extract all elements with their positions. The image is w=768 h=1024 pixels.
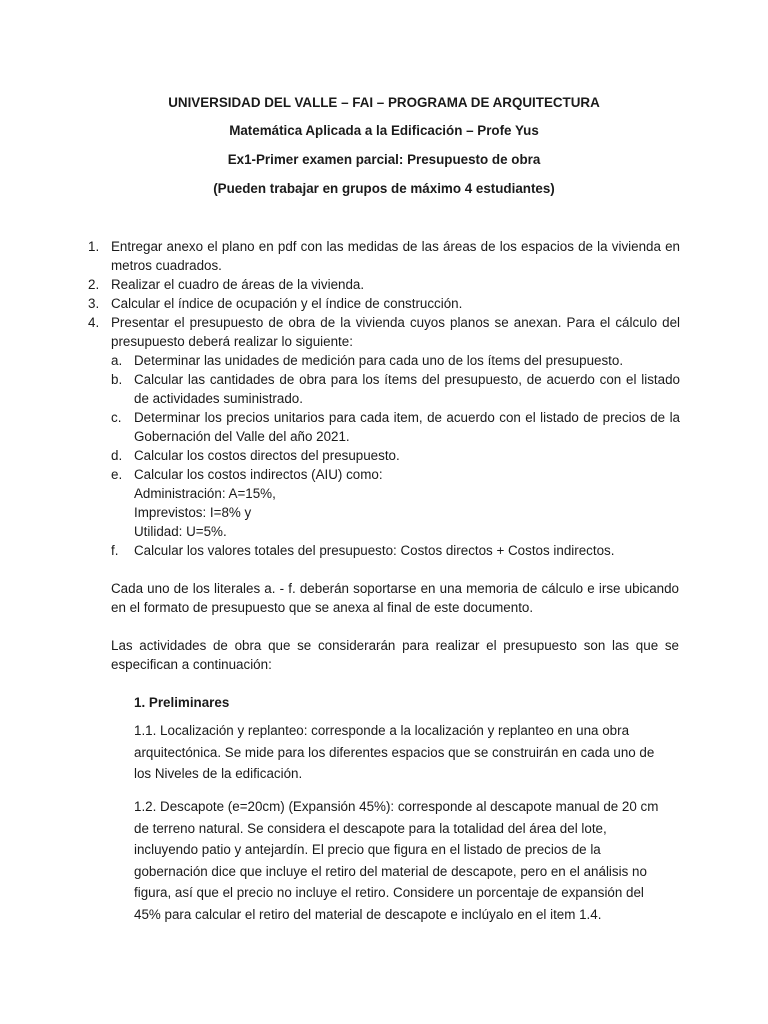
sub-list-letter: b. [111, 372, 123, 387]
sub-list-letter: f. [111, 543, 119, 558]
sub-list-text: Calcular los costos directos del presupuesto. [134, 448, 400, 463]
sub-list-text: Calcular los valores totales del presupuesto: Costos directos + Costos indirectos. [134, 543, 615, 558]
sub-list-letter: c. [111, 410, 122, 425]
list-number: 2. [88, 277, 100, 292]
aiu-admin: Administración: A=15%, [134, 486, 276, 501]
sub-list-item [111, 446, 680, 465]
sub-list-text: Calcular los costos indirectos (AIU) como: [134, 467, 383, 482]
list-item [88, 313, 680, 351]
list-text: Entregar anexo el plano en pdf con las medidas de las áreas de los espacios de la vivienda en metros cuadrados. [111, 239, 680, 273]
list-number: 4. [88, 315, 100, 330]
list-item [88, 294, 680, 313]
list-text: Presentar el presupuesto de obra de la vivienda cuyos planos se anexan. Para el cálculo del presupuesto deberá realizar lo siguiente: [111, 315, 680, 349]
sub-list-item [111, 465, 680, 484]
course-heading: Matemática Aplicada a la Edificación – Profe Yus [229, 123, 539, 138]
task-list [88, 237, 680, 560]
item-1-1-paragraph: 1.1. Localización y replanteo: corresponde a la localización y replanteo en una obra arquitectónica. Se mide para los diferentes espacios que se construirán en cada uno de los Niveles de la edificación. [134, 723, 655, 781]
sub-list-text: Calcular las cantidades de obra para los ítems del presupuesto, de acuerdo con el listado de actividades suministrado. [134, 372, 680, 406]
memoria-paragraph: Cada uno de los literales a. - f. deberán soportarse en una memoria de cálculo e irse ubicando en el formato de presupuesto que se anexa al final de este documento. [111, 581, 679, 615]
sub-list-item [111, 541, 680, 560]
sub-list-item [111, 370, 680, 408]
list-number: 3. [88, 296, 100, 311]
aiu-utilidad: Utilidad: U=5%. [134, 524, 227, 539]
sub-list-item [111, 408, 680, 446]
activities-intro-paragraph: Las actividades de obra que se considerarán para realizar el presupuesto son las que se especifican a continuación: [111, 638, 679, 672]
sub-list-text: Determinar las unidades de medición para cada uno de los ítems del presupuesto. [134, 353, 624, 368]
sub-list-text: Determinar los precios unitarios para cada item, de acuerdo con el listado de precios de la Gobernación del Valle del año 2021. [134, 410, 680, 444]
sub-list-letter: e. [111, 467, 123, 482]
aiu-imprevistos: Imprevistos: I=8% y [134, 505, 252, 520]
university-heading: UNIVERSIDAD DEL VALLE – FAI – PROGRAMA DE ARQUITECTURA [168, 95, 600, 110]
list-item [88, 237, 680, 275]
list-text: Calcular el índice de ocupación y el índice de construcción. [111, 296, 463, 311]
exam-heading: Ex1-Primer examen parcial: Presupuesto de obra [227, 152, 541, 167]
section-title-preliminares: 1. Preliminares [134, 695, 230, 710]
list-number: 1. [88, 239, 100, 254]
item-1-2-paragraph: 1.2. Descapote (e=20cm) (Expansión 45%): corresponde al descapote manual de 20 cm de terreno natural. Se considera el descapote para la totalidad del área del lote, incluyendo patio y antejardín. El precio que figura en el listado de precios de la gobernación dice que incluye el retiro del material de descapote, pero en el análisis no figura, así que el precio no incluye el retiro. Considere un porcentaje de expansión del 45% para calcular el retiro del material de descapote e inclúyalo en el item 1.4. [134, 799, 659, 922]
sub-list-letter: d. [111, 448, 123, 463]
list-item [88, 275, 680, 294]
group-note-heading: (Pueden trabajar en grupos de máximo 4 estudiantes) [213, 181, 555, 196]
sub-list-item [111, 351, 680, 370]
list-text: Realizar el cuadro de áreas de la vivienda. [111, 277, 365, 292]
sub-list-letter: a. [111, 353, 123, 368]
